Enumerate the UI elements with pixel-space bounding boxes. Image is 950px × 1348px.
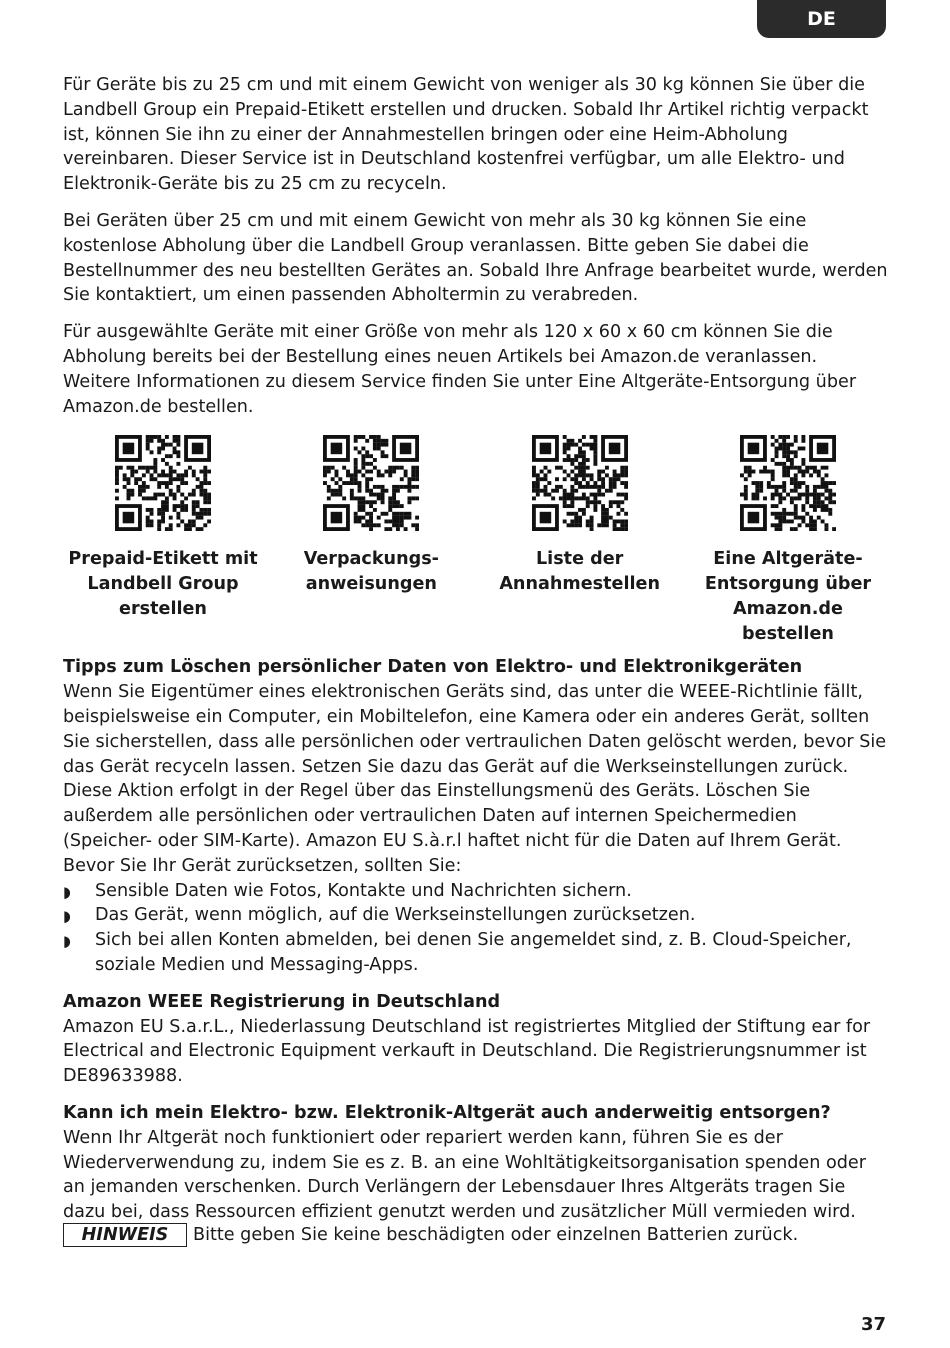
- bullet-icon: ◗: [63, 932, 71, 951]
- section-heading: Amazon WEEE Registrierung in Deutschland: [63, 991, 501, 1012]
- qr-code-icon[interactable]: [532, 435, 628, 531]
- section-body: Amazon EU S.a.r.L., Niederlassung Deutschland ist registriertes Mitglied der Stiftung ear for Electrical and Electronic Equipment verkauft in Deutschland. Die Registrierungsnummer ist DE89633988.: [63, 1016, 871, 1087]
- list-item: ◗ Das Gerät, wenn möglich, auf die Werkseinstellungen zurücksetzen.: [63, 903, 888, 928]
- disposal-section: [63, 1101, 888, 1225]
- note-label: HINWEIS: [63, 1223, 187, 1247]
- list-item: ◗ Sich bei allen Konten abmelden, bei denen Sie angemeldet sind, z. B. Cloud-Speicher, soziale Medien und Messaging-Apps.: [63, 930, 852, 975]
- qr-code-icon[interactable]: [740, 435, 836, 531]
- qr-code-row: [63, 435, 888, 651]
- page-number: 37: [860, 1314, 886, 1335]
- qr-label: Verpackungs-anweisungen: [303, 549, 439, 595]
- paragraph: Für Geräte bis zu 25 cm und mit einem Gewicht von weniger als 30 kg können Sie über die Landbell Group ein Prepaid-Etikett erstellen und drucken. Sobald Ihr Artikel richtig verpackt ist, können Sie ihn zu einer der Annahmestellen bringen oder eine Heim-Abholung vereinbaren. Dieser Service ist in Deutschland kostenfrei verfügbar, um alle Elektro- und Elektronik-Geräte bis zu 25 cm zu recyceln.: [63, 75, 869, 195]
- paragraph: Für ausgewählte Geräte mit einer Größe von mehr als 120 x 60 x 60 cm können Sie die Abholung bereits bei der Bestellung eines neuen Artikels bei Amazon.de veranlassen. Weitere Informationen zu diesem Service finden Sie unter Eine Altgeräte-Entsorgung über Amazon.de bestellen.: [63, 322, 857, 417]
- registration-section: [63, 990, 888, 1089]
- qr-item-collection-points: [480, 435, 680, 651]
- bullet-icon: ◗: [63, 907, 71, 926]
- qr-item-packaging: [271, 435, 471, 651]
- qr-code-icon[interactable]: [115, 435, 211, 531]
- paragraph: Bei Geräten über 25 cm und mit einem Gewicht von mehr als 30 kg können Sie eine kostenlose Abholung über die Landbell Group veranlassen. Bitte geben Sie dabei die Bestellnummer des neu bestellten Gerätes an. Sobald Ihre Anfrage bearbeitet wurde, werden Sie kontaktiert, um einen passenden Abholtermin zu verabreden.: [63, 210, 888, 306]
- bullet-list: [63, 879, 888, 978]
- section-body: Wenn Sie Eigentümer eines elektronischen Geräts sind, das unter die WEEE-Richtlinie fällt, beispielsweise ein Computer, ein Mobiltelefon, eine Kamera oder ein anderes Gerät, sollten Sie sicherstellen, dass alle persönlichen oder vertraulichen Daten gelöscht werden, bevor Sie das Gerät recyceln lassen. Setzen Sie dazu das Gerät auf die Werkseinstellungen zurück. Diese Aktion erfolgt in der Regel über das Einstellungsmenü des Geräts. Löschen Sie außerdem alle persönlichen oder vertraulichen Daten auf internen Speichermedien (Speicher- oder SIM-Karte). Amazon EU S.à.r.l haftet nicht für die Daten auf Ihrem Gerät. Bevor Sie Ihr Gerät zurücksetzen, sollten Sie:: [63, 682, 887, 876]
- qr-item-prepaid-label: [63, 435, 263, 651]
- qr-label: Prepaid-Etikett mit Landbell Group erstellen: [68, 549, 258, 619]
- qr-label: Liste der Annahmestellen: [499, 549, 660, 595]
- section-body: Wenn Ihr Altgerät noch funktioniert oder repariert werden kann, führen Sie es der Wiederverwendung zu, indem Sie es z. B. an eine Wohltätigkeitsorganisation spenden oder an jemanden verschenken. Durch Verlängern der Lebensdauer Ihres Altgeräts tragen Sie dazu bei, dass Ressourcen effizient genutzt werden und zusätzlicher Müll vermieden wird.: [63, 1127, 866, 1223]
- qr-label: Eine Altgeräte-Entsorgung über Amazon.de bestellen: [704, 549, 872, 644]
- section-heading: Kann ich mein Elektro- bzw. Elektronik-Altgerät auch anderweitig entsorgen?: [63, 1102, 831, 1123]
- bullet-icon: ◗: [63, 882, 71, 901]
- qr-code-icon[interactable]: [323, 435, 419, 531]
- note-text: Bitte geben Sie keine beschädigten oder einzelnen Batterien zurück.: [193, 1224, 799, 1245]
- tips-section: [63, 655, 888, 977]
- section-heading: Tipps zum Löschen persönlicher Daten von Elektro- und Elektronikgeräten: [63, 657, 803, 678]
- note: [63, 1223, 888, 1248]
- list-item: ◗ Sensible Daten wie Fotos, Kontakte und Nachrichten sichern.: [63, 879, 888, 904]
- qr-item-amazon-disposal: [688, 435, 888, 651]
- language-tab: DE: [757, 0, 886, 38]
- page-content: [63, 73, 888, 1248]
